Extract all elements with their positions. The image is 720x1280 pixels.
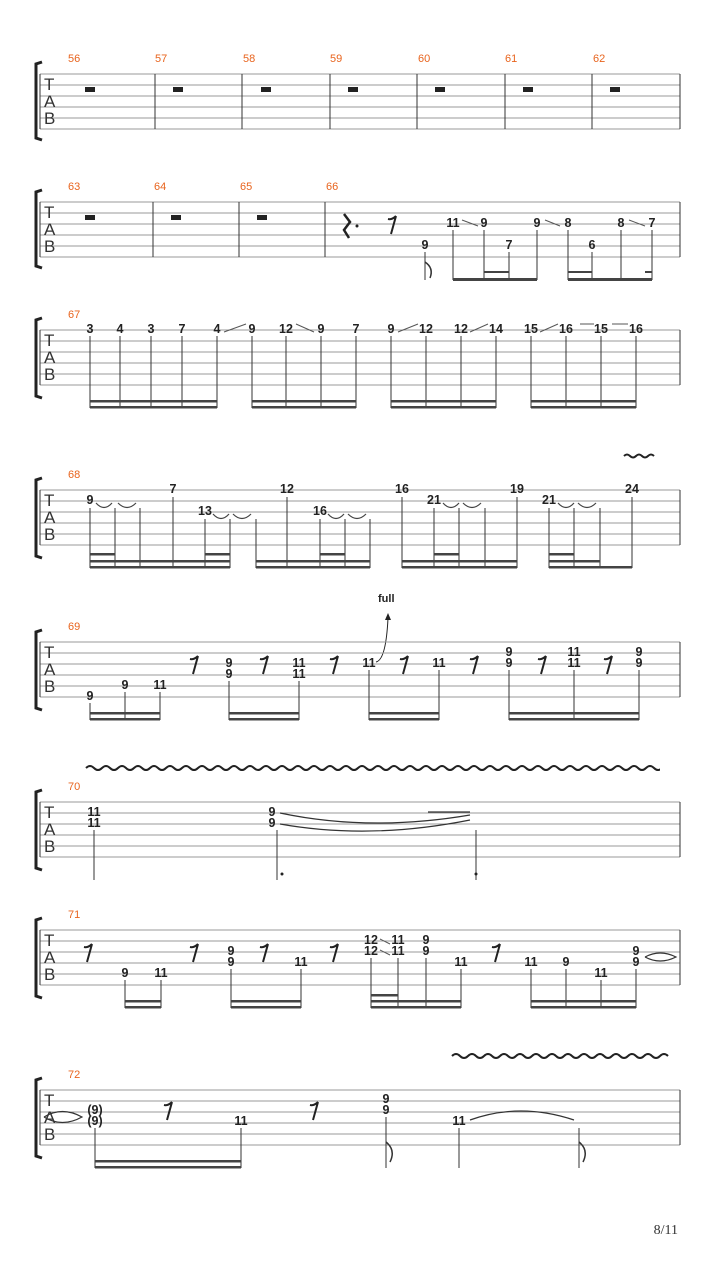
rest-dot	[356, 225, 359, 228]
vibrato-mark	[624, 455, 654, 458]
fret-number: 21	[427, 493, 441, 507]
fret-number: 9	[248, 322, 256, 336]
beams	[90, 400, 636, 409]
fret-number: 12	[279, 322, 293, 336]
fret-number: 11	[87, 816, 101, 830]
half-rest	[348, 87, 358, 92]
measure-number: 62	[593, 53, 606, 65]
fret-number: 7	[178, 322, 186, 336]
fret-number: 11	[154, 966, 168, 980]
fret-number: 9	[632, 944, 640, 958]
staff-lines	[40, 642, 680, 697]
fret-number: 9	[225, 656, 233, 670]
fret-number: 9	[121, 678, 129, 692]
fret-number: 9	[505, 656, 513, 670]
beams	[125, 994, 636, 1009]
tab-system	[36, 53, 680, 140]
measure-number: 71	[68, 909, 81, 921]
tab-clef-b: B	[44, 1125, 56, 1144]
fret-number: 11	[153, 678, 167, 692]
vibrato-mark	[452, 1054, 668, 1058]
fret-number: 8	[617, 216, 625, 230]
tab-clef-t: T	[44, 1091, 55, 1110]
fret-number: 16	[629, 322, 643, 336]
tab-clef-a: A	[44, 220, 56, 239]
fret-number: 9	[505, 645, 513, 659]
fret-number: 4	[116, 322, 124, 336]
measure-number: 64	[154, 181, 167, 193]
measure-number: 65	[240, 181, 253, 193]
beams	[95, 1160, 241, 1169]
fret-number: 9	[562, 955, 570, 969]
fret-number: 9	[382, 1092, 390, 1106]
tab-clef-t: T	[44, 203, 55, 222]
fret-number: 9	[422, 933, 430, 947]
fret-number: 9	[227, 944, 235, 958]
sixteenth-rest	[400, 656, 408, 674]
tab-clef-a: A	[44, 820, 56, 839]
fret-number: 15	[524, 322, 538, 336]
tab-clef-a: A	[44, 92, 56, 111]
fret-number: 3	[147, 322, 155, 336]
fret-number: 13	[198, 504, 212, 518]
fret-number: 11	[567, 645, 581, 659]
tab-clef-b: B	[44, 677, 56, 696]
tab-clef-a: A	[44, 660, 56, 679]
fret-number: 9	[317, 322, 325, 336]
fret-number: 9	[268, 805, 276, 819]
fret-number: 16	[395, 482, 409, 496]
half-rest	[85, 215, 95, 220]
half-rest	[85, 87, 95, 92]
staff-lines	[40, 802, 680, 857]
fret-number: 11	[567, 656, 581, 670]
fret-number: 19	[510, 482, 524, 496]
sixteenth-rest	[604, 656, 612, 674]
tab-clef-b: B	[44, 837, 56, 856]
fret-number: 11	[294, 955, 308, 969]
tab-system	[36, 181, 680, 281]
tab-clef-b: B	[44, 525, 56, 544]
bend-arrow-head	[385, 613, 391, 620]
staff-lines	[40, 930, 680, 985]
tab-clef-t: T	[44, 643, 55, 662]
fret-number: 12	[364, 933, 378, 947]
measure-number: 60	[418, 53, 431, 65]
fret-number: 9	[268, 816, 276, 830]
fret-number: (9)	[87, 1103, 103, 1117]
tab-clef-a: A	[44, 1108, 56, 1127]
tab-clef-t: T	[44, 331, 55, 350]
half-rest	[173, 87, 183, 92]
tab-clef-b: B	[44, 365, 56, 384]
fret-number: 11	[391, 933, 405, 947]
sixteenth-rest	[164, 1102, 172, 1120]
measure-number: 67	[68, 309, 81, 321]
fret-number: 9	[86, 493, 94, 507]
fret-number: 11	[446, 216, 460, 230]
note-dot	[281, 873, 284, 876]
fret-number: 11	[292, 667, 306, 681]
fret-number: 21	[542, 493, 556, 507]
measure-number: 61	[505, 53, 518, 65]
fret-number: 11	[87, 805, 101, 819]
sixteenth-rest	[330, 944, 338, 962]
tab-clef-a: A	[44, 948, 56, 967]
fret-number: 9	[86, 689, 94, 703]
tab-system	[36, 593, 680, 721]
note-stems	[90, 497, 632, 568]
barlines	[40, 74, 680, 129]
note-stems	[94, 830, 476, 880]
fret-number: (9)	[87, 1114, 103, 1128]
measure-number: 70	[68, 781, 81, 793]
tab-clef-t: T	[44, 931, 55, 950]
fret-number: 9	[480, 216, 488, 230]
measure-number: 72	[68, 1069, 81, 1081]
fret-number: 9	[422, 944, 430, 958]
beams	[90, 553, 632, 569]
fret-number: 12	[454, 322, 468, 336]
tab-clef-b: B	[44, 237, 56, 256]
bend-label: full	[378, 593, 395, 605]
sixteenth-rests	[190, 656, 612, 674]
fret-number: 15	[594, 322, 608, 336]
half-rest	[171, 215, 181, 220]
fret-number: 7	[169, 482, 177, 496]
fret-number: 16	[559, 322, 573, 336]
fret-number: 24	[625, 482, 639, 496]
measure-number: 56	[68, 53, 81, 65]
fret-number: 7	[648, 216, 656, 230]
fret-number: 9	[227, 955, 235, 969]
sixteenth-rest	[310, 1102, 318, 1120]
bend-arrow	[376, 618, 388, 662]
tie-arc	[645, 953, 676, 961]
fret-number: 11	[234, 1114, 248, 1128]
half-rest	[523, 87, 533, 92]
measure-number: 63	[68, 181, 81, 193]
half-rest	[610, 87, 620, 92]
fret-number: 11	[524, 955, 538, 969]
fret-number: 11	[594, 966, 608, 980]
half-rest	[257, 215, 267, 220]
fret-number: 12	[419, 322, 433, 336]
beams	[90, 712, 639, 721]
fret-number: 3	[86, 322, 94, 336]
sixteenth-rest	[190, 944, 198, 962]
fret-number: 9	[421, 238, 429, 252]
sixteenth-rest	[260, 944, 268, 962]
sixteenth-rest	[190, 656, 198, 674]
half-rest	[261, 87, 271, 92]
note-dot	[475, 873, 478, 876]
slide-curves	[280, 812, 470, 831]
fret-number: 9	[533, 216, 541, 230]
fret-number: 9	[387, 322, 395, 336]
fret-number: 9	[635, 656, 643, 670]
fret-number: 9	[632, 955, 640, 969]
tab-system	[36, 766, 720, 880]
page-number: 8/11	[653, 1223, 678, 1238]
sixteenth-rest	[330, 656, 338, 674]
staff-lines	[40, 202, 680, 257]
tab-clef-a: A	[44, 348, 56, 367]
fret-number: 11	[362, 656, 376, 670]
fret-number: 9	[635, 645, 643, 659]
note-stems	[90, 336, 636, 408]
half-rests	[85, 87, 620, 92]
fret-number: 11	[432, 656, 446, 670]
sixteenth-rest	[470, 656, 478, 674]
sixteenth-rests	[84, 944, 500, 962]
staff-lines	[40, 1090, 680, 1145]
fret-number: 9	[382, 1103, 390, 1117]
fret-number: 7	[505, 238, 513, 252]
fret-number: 6	[588, 238, 596, 252]
fret-number: 4	[213, 322, 221, 336]
note-stems	[425, 230, 652, 280]
sixteenth-rest	[388, 216, 396, 234]
fret-number: 9	[225, 667, 233, 681]
barlines	[40, 202, 680, 257]
fret-number: 16	[313, 504, 327, 518]
tab-clef-b: B	[44, 965, 56, 984]
note-flag	[425, 262, 431, 278]
quarter-rest	[344, 214, 350, 238]
half-rest	[435, 87, 445, 92]
fret-number: 8	[564, 216, 572, 230]
tab-clef-b: B	[44, 109, 56, 128]
fret-number: 11	[292, 656, 306, 670]
tab-system	[36, 909, 680, 1009]
staff-lines	[40, 74, 680, 129]
staff-lines	[40, 330, 680, 385]
fret-number: 7	[352, 322, 360, 336]
measure-number: 69	[68, 621, 81, 633]
tie-arcs	[96, 503, 596, 519]
beams	[453, 271, 652, 281]
tab-clef-t: T	[44, 75, 55, 94]
fret-number: 11	[452, 1114, 466, 1128]
sixteenth-rest	[84, 944, 92, 962]
fret-number: 11	[391, 944, 405, 958]
tab-clef-t: T	[44, 491, 55, 510]
measure-number: 59	[330, 53, 343, 65]
tab-system	[36, 455, 680, 569]
tab-clef-t: T	[44, 803, 55, 822]
sixteenth-rest	[538, 656, 546, 674]
fret-number: 11	[454, 955, 468, 969]
measure-number: 66	[326, 181, 339, 193]
tab-system	[36, 1054, 680, 1169]
vibrato-mark	[86, 766, 720, 770]
measure-number: 58	[243, 53, 256, 65]
sixteenth-rest	[492, 944, 500, 962]
fret-number: 9	[121, 966, 129, 980]
fret-number: 14	[489, 322, 503, 336]
measure-number: 57	[155, 53, 168, 65]
sixteenth-rest	[260, 656, 268, 674]
fret-number: 12	[280, 482, 294, 496]
fret-number: 12	[364, 944, 378, 958]
tab-clef-a: A	[44, 508, 56, 527]
tab-system	[36, 309, 680, 409]
measure-number: 68	[68, 469, 81, 481]
